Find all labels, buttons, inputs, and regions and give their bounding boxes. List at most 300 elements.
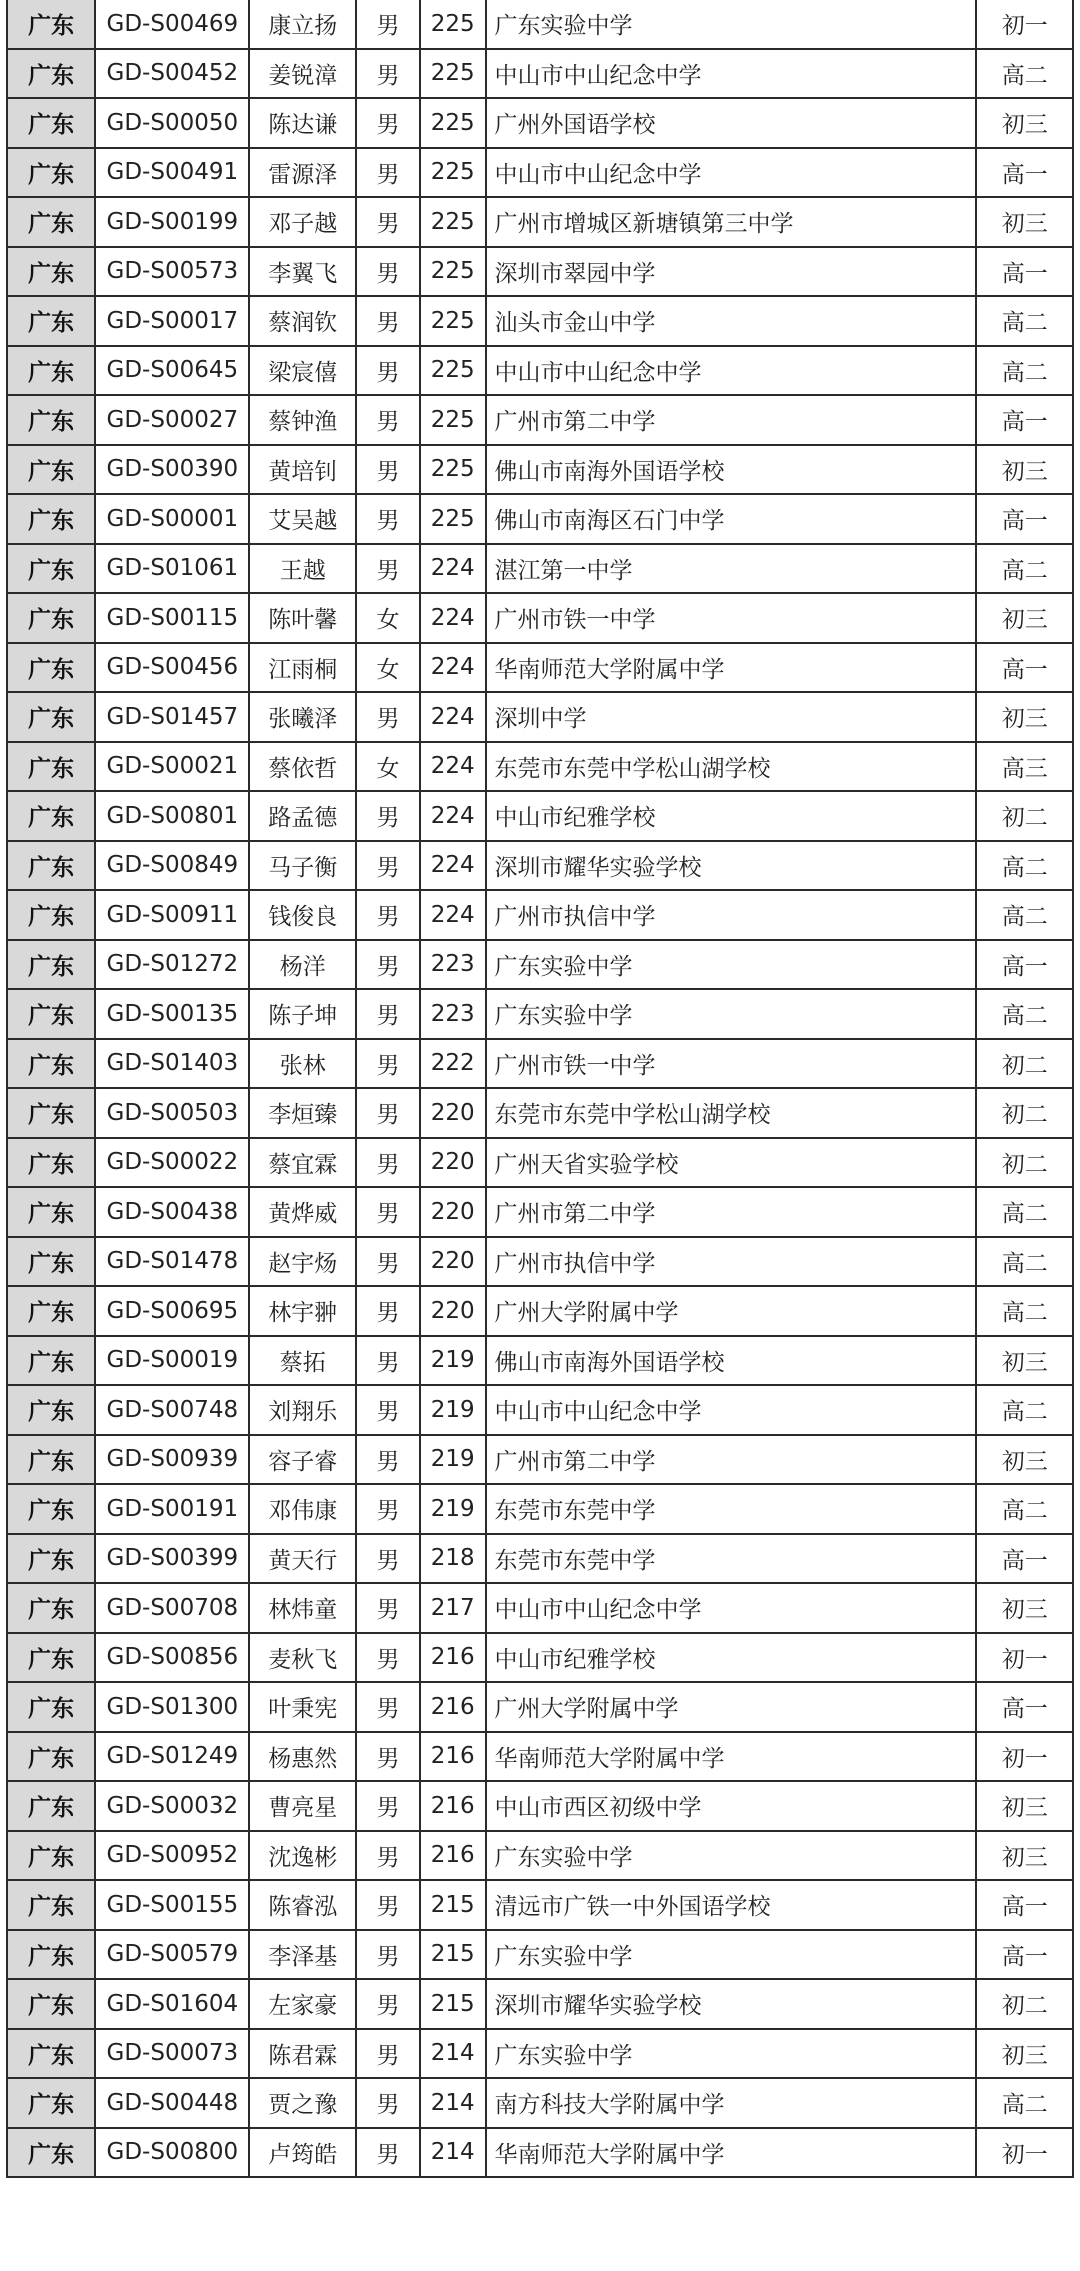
grade-cell: 高二 xyxy=(976,2078,1073,2128)
gender-cell: 男 xyxy=(356,1781,420,1831)
grade-cell: 初二 xyxy=(976,1138,1073,1188)
table-row xyxy=(7,989,1073,1039)
grade-cell: 高二 xyxy=(976,1385,1073,1435)
table-row xyxy=(7,1286,1073,1336)
table-row xyxy=(7,1534,1073,1584)
id-cell: GD-S00022 xyxy=(95,1138,249,1188)
score-cell: 225 xyxy=(420,445,486,495)
province-cell: 广东 xyxy=(7,2029,95,2079)
school-cell: 中山市中山纪念中学 xyxy=(486,346,977,396)
table-row xyxy=(7,1880,1073,1930)
id-cell: GD-S00452 xyxy=(95,49,249,99)
id-cell: GD-S00801 xyxy=(95,791,249,841)
table-row xyxy=(7,1039,1073,1089)
gender-cell: 男 xyxy=(356,247,420,297)
name-cell: 张林 xyxy=(249,1039,356,1089)
province-cell: 广东 xyxy=(7,1930,95,1980)
school-cell: 汕头市金山中学 xyxy=(486,296,977,346)
id-cell: GD-S01272 xyxy=(95,940,249,990)
table-row xyxy=(7,2128,1073,2178)
gender-cell: 男 xyxy=(356,1831,420,1881)
score-cell: 225 xyxy=(420,296,486,346)
grade-cell: 初一 xyxy=(976,1633,1073,1683)
grade-cell: 高二 xyxy=(976,841,1073,891)
table-row xyxy=(7,1088,1073,1138)
gender-cell: 男 xyxy=(356,2029,420,2079)
id-cell: GD-S00390 xyxy=(95,445,249,495)
gender-cell: 男 xyxy=(356,395,420,445)
province-cell: 广东 xyxy=(7,890,95,940)
gender-cell: 男 xyxy=(356,296,420,346)
school-cell: 东莞市东莞中学松山湖学校 xyxy=(486,1088,977,1138)
province-cell: 广东 xyxy=(7,1088,95,1138)
school-cell: 清远市广铁一中外国语学校 xyxy=(486,1880,977,1930)
school-cell: 中山市中山纪念中学 xyxy=(486,49,977,99)
gender-cell: 男 xyxy=(356,0,420,49)
name-cell: 黄烨威 xyxy=(249,1187,356,1237)
gender-cell: 男 xyxy=(356,1979,420,2029)
name-cell: 蔡拓 xyxy=(249,1336,356,1386)
school-cell: 东莞市东莞中学 xyxy=(486,1534,977,1584)
gender-cell: 男 xyxy=(356,1534,420,1584)
table-row xyxy=(7,197,1073,247)
school-cell: 深圳市耀华实验学校 xyxy=(486,841,977,891)
school-cell: 广州市第二中学 xyxy=(486,1187,977,1237)
school-cell: 佛山市南海外国语学校 xyxy=(486,1336,977,1386)
name-cell: 黄培钊 xyxy=(249,445,356,495)
school-cell: 中山市纪雅学校 xyxy=(486,1633,977,1683)
gender-cell: 男 xyxy=(356,1286,420,1336)
id-cell: GD-S00579 xyxy=(95,1930,249,1980)
school-cell: 广州市执信中学 xyxy=(486,1237,977,1287)
id-cell: GD-S01478 xyxy=(95,1237,249,1287)
table-row xyxy=(7,692,1073,742)
school-cell: 广东实验中学 xyxy=(486,0,977,49)
name-cell: 姜锐漳 xyxy=(249,49,356,99)
score-cell: 224 xyxy=(420,593,486,643)
name-cell: 李翼飞 xyxy=(249,247,356,297)
province-cell: 广东 xyxy=(7,247,95,297)
grade-cell: 高二 xyxy=(976,1187,1073,1237)
school-cell: 湛江第一中学 xyxy=(486,544,977,594)
gender-cell: 男 xyxy=(356,148,420,198)
name-cell: 蔡宜霖 xyxy=(249,1138,356,1188)
name-cell: 康立扬 xyxy=(249,0,356,49)
table-row xyxy=(7,1979,1073,2029)
table-row xyxy=(7,296,1073,346)
grade-cell: 初三 xyxy=(976,1781,1073,1831)
results-table-body xyxy=(7,0,1073,2177)
grade-cell: 初三 xyxy=(976,98,1073,148)
grade-cell: 初三 xyxy=(976,1831,1073,1881)
gender-cell: 男 xyxy=(356,890,420,940)
school-cell: 广东实验中学 xyxy=(486,940,977,990)
grade-cell: 高一 xyxy=(976,1880,1073,1930)
school-cell: 广州市铁一中学 xyxy=(486,593,977,643)
province-cell: 广东 xyxy=(7,1237,95,1287)
province-cell: 广东 xyxy=(7,1831,95,1881)
grade-cell: 高一 xyxy=(976,643,1073,693)
id-cell: GD-S00800 xyxy=(95,2128,249,2178)
grade-cell: 高二 xyxy=(976,989,1073,1039)
school-cell: 中山市纪雅学校 xyxy=(486,791,977,841)
score-cell: 216 xyxy=(420,1633,486,1683)
score-cell: 225 xyxy=(420,346,486,396)
grade-cell: 初三 xyxy=(976,593,1073,643)
score-cell: 216 xyxy=(420,1831,486,1881)
grade-cell: 初三 xyxy=(976,1583,1073,1633)
id-cell: GD-S00019 xyxy=(95,1336,249,1386)
id-cell: GD-S01061 xyxy=(95,544,249,594)
results-table xyxy=(6,0,1074,2178)
id-cell: GD-S00856 xyxy=(95,1633,249,1683)
grade-cell: 高一 xyxy=(976,1682,1073,1732)
school-cell: 广东实验中学 xyxy=(486,2029,977,2079)
grade-cell: 高一 xyxy=(976,247,1073,297)
id-cell: GD-S00017 xyxy=(95,296,249,346)
name-cell: 蔡钟渔 xyxy=(249,395,356,445)
score-cell: 225 xyxy=(420,395,486,445)
name-cell: 蔡润钦 xyxy=(249,296,356,346)
school-cell: 中山市西区初级中学 xyxy=(486,1781,977,1831)
table-row xyxy=(7,1583,1073,1633)
table-row xyxy=(7,1781,1073,1831)
province-cell: 广东 xyxy=(7,742,95,792)
name-cell: 雷源泽 xyxy=(249,148,356,198)
province-cell: 广东 xyxy=(7,593,95,643)
province-cell: 广东 xyxy=(7,2078,95,2128)
grade-cell: 高一 xyxy=(976,148,1073,198)
school-cell: 广东实验中学 xyxy=(486,989,977,1039)
grade-cell: 高二 xyxy=(976,544,1073,594)
name-cell: 曹亮星 xyxy=(249,1781,356,1831)
table-row xyxy=(7,593,1073,643)
id-cell: GD-S00708 xyxy=(95,1583,249,1633)
table-row xyxy=(7,148,1073,198)
name-cell: 沈逸彬 xyxy=(249,1831,356,1881)
grade-cell: 高一 xyxy=(976,1930,1073,1980)
school-cell: 东莞市东莞中学 xyxy=(486,1484,977,1534)
province-cell: 广东 xyxy=(7,445,95,495)
table-row xyxy=(7,346,1073,396)
grade-cell: 高二 xyxy=(976,1484,1073,1534)
gender-cell: 男 xyxy=(356,791,420,841)
name-cell: 王越 xyxy=(249,544,356,594)
grade-cell: 高二 xyxy=(976,49,1073,99)
name-cell: 梁宸僖 xyxy=(249,346,356,396)
gender-cell: 男 xyxy=(356,445,420,495)
score-cell: 220 xyxy=(420,1138,486,1188)
score-cell: 219 xyxy=(420,1336,486,1386)
score-cell: 225 xyxy=(420,98,486,148)
gender-cell: 男 xyxy=(356,841,420,891)
score-cell: 214 xyxy=(420,2128,486,2178)
grade-cell: 高三 xyxy=(976,742,1073,792)
gender-cell: 男 xyxy=(356,1930,420,1980)
table-row xyxy=(7,890,1073,940)
name-cell: 邓伟康 xyxy=(249,1484,356,1534)
name-cell: 江雨桐 xyxy=(249,643,356,693)
table-row xyxy=(7,1385,1073,1435)
score-cell: 214 xyxy=(420,2029,486,2079)
table-row xyxy=(7,1336,1073,1386)
gender-cell: 男 xyxy=(356,1187,420,1237)
id-cell: GD-S00001 xyxy=(95,494,249,544)
name-cell: 卢筠皓 xyxy=(249,2128,356,2178)
grade-cell: 高一 xyxy=(976,494,1073,544)
score-cell: 216 xyxy=(420,1682,486,1732)
province-cell: 广东 xyxy=(7,494,95,544)
province-cell: 广东 xyxy=(7,940,95,990)
id-cell: GD-S00032 xyxy=(95,1781,249,1831)
province-cell: 广东 xyxy=(7,989,95,1039)
grade-cell: 高二 xyxy=(976,346,1073,396)
id-cell: GD-S00448 xyxy=(95,2078,249,2128)
school-cell: 广州市铁一中学 xyxy=(486,1039,977,1089)
province-cell: 广东 xyxy=(7,1682,95,1732)
id-cell: GD-S00503 xyxy=(95,1088,249,1138)
name-cell: 黄天行 xyxy=(249,1534,356,1584)
gender-cell: 男 xyxy=(356,2078,420,2128)
name-cell: 艾吴越 xyxy=(249,494,356,544)
name-cell: 杨惠然 xyxy=(249,1732,356,1782)
id-cell: GD-S00027 xyxy=(95,395,249,445)
province-cell: 广东 xyxy=(7,49,95,99)
id-cell: GD-S00456 xyxy=(95,643,249,693)
gender-cell: 男 xyxy=(356,1385,420,1435)
province-cell: 广东 xyxy=(7,1979,95,2029)
name-cell: 马子衡 xyxy=(249,841,356,891)
school-cell: 广州市执信中学 xyxy=(486,890,977,940)
grade-cell: 初三 xyxy=(976,2029,1073,2079)
province-cell: 广东 xyxy=(7,1880,95,1930)
table-row xyxy=(7,494,1073,544)
name-cell: 李泽基 xyxy=(249,1930,356,1980)
id-cell: GD-S00199 xyxy=(95,197,249,247)
school-cell: 广州大学附属中学 xyxy=(486,1682,977,1732)
school-cell: 广州市第二中学 xyxy=(486,1435,977,1485)
name-cell: 陈叶馨 xyxy=(249,593,356,643)
table-row xyxy=(7,2078,1073,2128)
gender-cell: 男 xyxy=(356,940,420,990)
province-cell: 广东 xyxy=(7,1138,95,1188)
score-cell: 223 xyxy=(420,940,486,990)
id-cell: GD-S00695 xyxy=(95,1286,249,1336)
score-cell: 218 xyxy=(420,1534,486,1584)
score-cell: 219 xyxy=(420,1385,486,1435)
gender-cell: 男 xyxy=(356,197,420,247)
id-cell: GD-S00438 xyxy=(95,1187,249,1237)
id-cell: GD-S00573 xyxy=(95,247,249,297)
score-cell: 224 xyxy=(420,643,486,693)
id-cell: GD-S00748 xyxy=(95,1385,249,1435)
score-cell: 215 xyxy=(420,1880,486,1930)
grade-cell: 初二 xyxy=(976,1039,1073,1089)
score-cell: 222 xyxy=(420,1039,486,1089)
name-cell: 邓子越 xyxy=(249,197,356,247)
table-row xyxy=(7,445,1073,495)
id-cell: GD-S00911 xyxy=(95,890,249,940)
province-cell: 广东 xyxy=(7,1435,95,1485)
province-cell: 广东 xyxy=(7,544,95,594)
table-row xyxy=(7,940,1073,990)
grade-cell: 初一 xyxy=(976,0,1073,49)
province-cell: 广东 xyxy=(7,1336,95,1386)
id-cell: GD-S01403 xyxy=(95,1039,249,1089)
grade-cell: 高一 xyxy=(976,940,1073,990)
id-cell: GD-S00115 xyxy=(95,593,249,643)
name-cell: 叶秉宪 xyxy=(249,1682,356,1732)
score-cell: 224 xyxy=(420,791,486,841)
score-cell: 215 xyxy=(420,1979,486,2029)
id-cell: GD-S00399 xyxy=(95,1534,249,1584)
province-cell: 广东 xyxy=(7,197,95,247)
school-cell: 华南师范大学附属中学 xyxy=(486,2128,977,2178)
table-row xyxy=(7,1633,1073,1683)
school-cell: 佛山市南海外国语学校 xyxy=(486,445,977,495)
table-row xyxy=(7,742,1073,792)
school-cell: 广东实验中学 xyxy=(486,1930,977,1980)
gender-cell: 男 xyxy=(356,989,420,1039)
province-cell: 广东 xyxy=(7,2128,95,2178)
id-cell: GD-S00155 xyxy=(95,1880,249,1930)
province-cell: 广东 xyxy=(7,296,95,346)
gender-cell: 男 xyxy=(356,1484,420,1534)
score-cell: 223 xyxy=(420,989,486,1039)
school-cell: 深圳中学 xyxy=(486,692,977,742)
score-cell: 225 xyxy=(420,197,486,247)
name-cell: 路孟德 xyxy=(249,791,356,841)
table-row xyxy=(7,0,1073,49)
name-cell: 陈君霖 xyxy=(249,2029,356,2079)
table-row xyxy=(7,395,1073,445)
score-cell: 225 xyxy=(420,247,486,297)
table-row xyxy=(7,1484,1073,1534)
gender-cell: 男 xyxy=(356,1880,420,1930)
gender-cell: 男 xyxy=(356,98,420,148)
school-cell: 东莞市东莞中学松山湖学校 xyxy=(486,742,977,792)
school-cell: 佛山市南海区石门中学 xyxy=(486,494,977,544)
table-row xyxy=(7,1930,1073,1980)
school-cell: 广东实验中学 xyxy=(486,1831,977,1881)
name-cell: 张曦泽 xyxy=(249,692,356,742)
table-row xyxy=(7,643,1073,693)
score-cell: 224 xyxy=(420,692,486,742)
province-cell: 广东 xyxy=(7,643,95,693)
gender-cell: 男 xyxy=(356,494,420,544)
id-cell: GD-S00021 xyxy=(95,742,249,792)
grade-cell: 高二 xyxy=(976,1237,1073,1287)
province-cell: 广东 xyxy=(7,841,95,891)
id-cell: GD-S01604 xyxy=(95,1979,249,2029)
score-cell: 225 xyxy=(420,494,486,544)
name-cell: 李烜臻 xyxy=(249,1088,356,1138)
table-row xyxy=(7,1682,1073,1732)
id-cell: GD-S00191 xyxy=(95,1484,249,1534)
province-cell: 广东 xyxy=(7,148,95,198)
school-cell: 广州外国语学校 xyxy=(486,98,977,148)
grade-cell: 初三 xyxy=(976,445,1073,495)
id-cell: GD-S00491 xyxy=(95,148,249,198)
table-row xyxy=(7,247,1073,297)
grade-cell: 高二 xyxy=(976,890,1073,940)
table-row xyxy=(7,791,1073,841)
gender-cell: 女 xyxy=(356,742,420,792)
score-cell: 216 xyxy=(420,1781,486,1831)
province-cell: 广东 xyxy=(7,1633,95,1683)
score-cell: 224 xyxy=(420,841,486,891)
score-cell: 215 xyxy=(420,1930,486,1980)
name-cell: 杨洋 xyxy=(249,940,356,990)
score-cell: 216 xyxy=(420,1732,486,1782)
school-cell: 华南师范大学附属中学 xyxy=(486,643,977,693)
province-cell: 广东 xyxy=(7,0,95,49)
name-cell: 蔡依哲 xyxy=(249,742,356,792)
table-row xyxy=(7,841,1073,891)
gender-cell: 男 xyxy=(356,346,420,396)
province-cell: 广东 xyxy=(7,346,95,396)
grade-cell: 初二 xyxy=(976,791,1073,841)
id-cell: GD-S00939 xyxy=(95,1435,249,1485)
score-cell: 225 xyxy=(420,0,486,49)
score-cell: 224 xyxy=(420,544,486,594)
school-cell: 南方科技大学附属中学 xyxy=(486,2078,977,2128)
name-cell: 林炜童 xyxy=(249,1583,356,1633)
score-cell: 220 xyxy=(420,1286,486,1336)
school-cell: 华南师范大学附属中学 xyxy=(486,1732,977,1782)
gender-cell: 男 xyxy=(356,1336,420,1386)
table-row xyxy=(7,1831,1073,1881)
gender-cell: 男 xyxy=(356,1088,420,1138)
name-cell: 钱俊良 xyxy=(249,890,356,940)
score-cell: 217 xyxy=(420,1583,486,1633)
score-cell: 220 xyxy=(420,1088,486,1138)
school-cell: 广州天省实验学校 xyxy=(486,1138,977,1188)
table-row xyxy=(7,49,1073,99)
score-cell: 219 xyxy=(420,1484,486,1534)
grade-cell: 初一 xyxy=(976,2128,1073,2178)
school-cell: 深圳市翠园中学 xyxy=(486,247,977,297)
table-row xyxy=(7,1187,1073,1237)
id-cell: GD-S00135 xyxy=(95,989,249,1039)
grade-cell: 初三 xyxy=(976,692,1073,742)
score-cell: 224 xyxy=(420,890,486,940)
name-cell: 贾之豫 xyxy=(249,2078,356,2128)
gender-cell: 男 xyxy=(356,1682,420,1732)
name-cell: 陈睿泓 xyxy=(249,1880,356,1930)
table-row xyxy=(7,1435,1073,1485)
name-cell: 林宇翀 xyxy=(249,1286,356,1336)
score-cell: 225 xyxy=(420,148,486,198)
score-cell: 224 xyxy=(420,742,486,792)
gender-cell: 女 xyxy=(356,643,420,693)
name-cell: 左家豪 xyxy=(249,1979,356,2029)
gender-cell: 男 xyxy=(356,1039,420,1089)
table-row xyxy=(7,98,1073,148)
name-cell: 麦秋飞 xyxy=(249,1633,356,1683)
gender-cell: 男 xyxy=(356,1583,420,1633)
school-cell: 广州市第二中学 xyxy=(486,395,977,445)
grade-cell: 初三 xyxy=(976,1336,1073,1386)
id-cell: GD-S01249 xyxy=(95,1732,249,1782)
province-cell: 广东 xyxy=(7,1385,95,1435)
id-cell: GD-S00050 xyxy=(95,98,249,148)
school-cell: 中山市中山纪念中学 xyxy=(486,148,977,198)
gender-cell: 男 xyxy=(356,1138,420,1188)
school-cell: 广州大学附属中学 xyxy=(486,1286,977,1336)
school-cell: 广州市增城区新塘镇第三中学 xyxy=(486,197,977,247)
gender-cell: 男 xyxy=(356,2128,420,2178)
